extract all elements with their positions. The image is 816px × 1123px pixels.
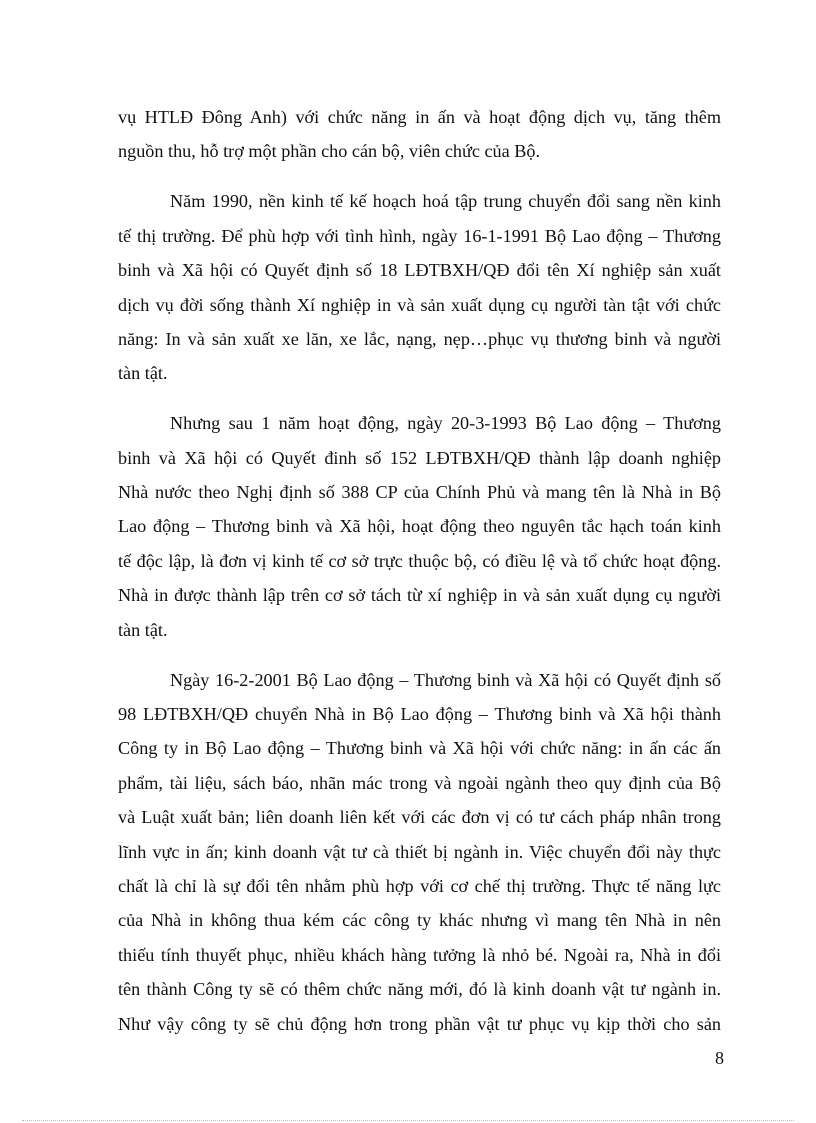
text-line: dịch vụ đời sống thành Xí nghiệp in và sản xuất dụng cụ người tàn tật với chức (118, 294, 721, 315)
text-line: Như vậy công ty sẽ chủ động hơn trong phần vật tư phục vụ kịp thời cho sản (118, 1013, 721, 1034)
text-line: của Nhà in không thua kém các công ty khác nhưng vì mang tên Nhà in nên (118, 910, 721, 931)
text-line: tế thị trường. Để phù hợp với tình hình, ngày 16-1-1991 Bộ Lao động – Thương (118, 225, 721, 246)
paragraph-1 (118, 100, 721, 169)
text-line: 98 LĐTBXH/QĐ chuyển Nhà in Bộ Lao động – Thương binh và Xã hội thành (118, 704, 721, 724)
page-bottom-divider (22, 1120, 794, 1121)
text-line: Nhà in được thành lập trên cơ sở tách từ xí nghiệp in và sản xuất dụng cụ người (118, 585, 721, 606)
text-line: Nhưng sau 1 năm hoạt động, ngày 20-3-1993 Bộ Lao động – Thương (170, 413, 721, 434)
text-line: tàn tật. (118, 619, 168, 640)
text-line: vụ HTLĐ Đông Anh) với chức năng in ấn và hoạt động dịch vụ, tăng thêm (118, 107, 721, 127)
paragraph-4 (118, 663, 721, 1041)
text-line: Lao động – Thương binh và Xã hội, hoạt động theo nguyên tắc hạch toán kinh (118, 516, 721, 537)
paragraph-2 (118, 184, 721, 390)
text-line: tên thành Công ty sẽ có thêm chức năng mới, đó là kinh doanh vật tư ngành in. (118, 979, 721, 1000)
text-line: Năm 1990, nền kinh tế kế hoạch hoá tập trung chuyển đổi sang nền kinh (170, 191, 721, 212)
text-line: tế độc lập, là đơn vị kinh tế cơ sở trực thuộc bộ, có điều lệ và tổ chức hoạt động. (118, 550, 721, 571)
text-line: nguồn thu, hỗ trợ một phần cho cán bộ, viên chức của Bộ. (118, 141, 541, 162)
text-line: và Luật xuất bản; liên doanh liên kết với các đơn vị có tư cách pháp nhân trong (118, 807, 721, 828)
body-text (118, 100, 721, 1041)
text-line: binh và Xã hội có Quyết định số 18 LĐTBXH/QĐ đổi tên Xí nghiệp sản xuất (118, 260, 721, 281)
page-number: 8 (715, 1048, 724, 1068)
text-line: tàn tật. (118, 363, 168, 384)
text-line: lĩnh vực in ấn; kinh doanh vật tư cà thiết bị ngành in. Việc chuyển đổi này thực (118, 841, 721, 862)
text-line: binh và Xã hội có Quyết đinh số 152 LĐTBXH/QĐ thành lập doanh nghiệp (118, 447, 721, 468)
text-line: chất là chỉ là sự đổi tên nhằm phù hợp với cơ chế thị trường. Thực tế năng lực (118, 876, 721, 897)
paragraph-3 (118, 406, 721, 647)
text-line: Nhà nước theo Nghị định số 388 CP của Chính Phủ và mang tên là Nhà in Bộ (118, 482, 721, 503)
text-line: Công ty in Bộ Lao động – Thương binh và Xã hội với chức năng: in ấn các ấn (118, 738, 721, 759)
text-line: năng: In và sản xuất xe lăn, xe lắc, nạng, nẹp…phục vụ thương binh và người (118, 328, 721, 349)
text-line: phẩm, tài liệu, sách báo, nhãn mác trong và ngoài ngành theo quy định của Bộ (118, 772, 721, 793)
text-line: Ngày 16-2-2001 Bộ Lao động – Thương binh và Xã hội có Quyết định số (170, 669, 721, 690)
text-line: thiếu tính thuyết phục, nhiều khách hàng tưởng là nhỏ bé. Ngoài ra, Nhà in đổi (118, 944, 721, 965)
